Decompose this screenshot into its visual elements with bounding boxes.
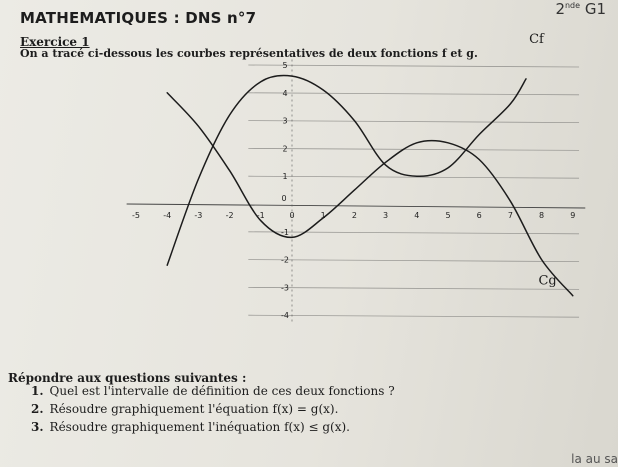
x-tick-label: -1 [256, 211, 265, 220]
question-2: 2. Résoudre graphiquement l'équation f(x) = g(x). [31, 402, 339, 416]
page-title: MATHEMATIQUES : DNS n°7 [20, 9, 257, 27]
curve-label-g: Cg [538, 273, 557, 289]
grid-line [248, 287, 579, 289]
graph-grid [248, 65, 579, 317]
grid-line [248, 148, 579, 150]
class-label: 2nde G1 [555, 0, 606, 18]
x-tick-label: 9 [570, 211, 576, 220]
questions-heading: Répondre aux questions suivantes : [8, 371, 247, 385]
curve-label-f: Cf [529, 31, 544, 47]
y-tick-label: -3 [281, 283, 289, 293]
x-axis-line [127, 204, 586, 208]
grid-line [248, 93, 579, 95]
y-tick-label: 5 [282, 61, 288, 70]
x-tick-label: 8 [539, 211, 545, 220]
grid-line [248, 315, 579, 317]
x-tick-label: 2 [351, 211, 357, 220]
x-tick-label: -2 [225, 211, 234, 220]
graph-axes [127, 59, 586, 323]
y-tick-label: 3 [282, 116, 288, 126]
grid-line [248, 232, 579, 234]
x-tick-label: 3 [383, 211, 389, 220]
curve-g [167, 93, 576, 296]
cut-off-text: la au sa [571, 452, 618, 466]
question-3: 3. Résoudre graphiquement l'inéquation f(x) ≤ g(x). [31, 420, 350, 434]
x-tick-label: -4 [163, 211, 172, 220]
x-tick-label: 1 [320, 211, 326, 220]
grid-line [248, 121, 579, 123]
y-tick-label: -4 [281, 311, 289, 321]
graph-curves [167, 75, 576, 295]
y-tick-label: 2 [282, 144, 288, 154]
y-tick-label: 0 [281, 194, 287, 203]
y-tick-label: 4 [282, 88, 288, 98]
x-tick-label: 4 [414, 211, 420, 220]
x-tick-label: 6 [476, 211, 482, 220]
x-tick-label: -3 [194, 211, 203, 220]
x-tick-label: -5 [132, 211, 140, 220]
y-tick-label: -1 [281, 227, 289, 237]
curve-f [167, 75, 526, 265]
exercise-heading: Exercice 1 [20, 35, 90, 49]
x-tick-label: 5 [445, 211, 451, 220]
x-tick-label: 0 [289, 211, 295, 220]
x-tick-label: 7 [507, 211, 513, 220]
question-1: 1. Quel est l'intervalle de définition de ces deux fonctions ? [31, 384, 395, 398]
exercise-intro: On a tracé ci-dessous les courbes représentatives de deux fonctions f et g. [20, 47, 478, 60]
y-tick-label: -2 [281, 255, 289, 265]
grid-line [248, 260, 579, 262]
y-tick-label: 1 [282, 172, 288, 182]
